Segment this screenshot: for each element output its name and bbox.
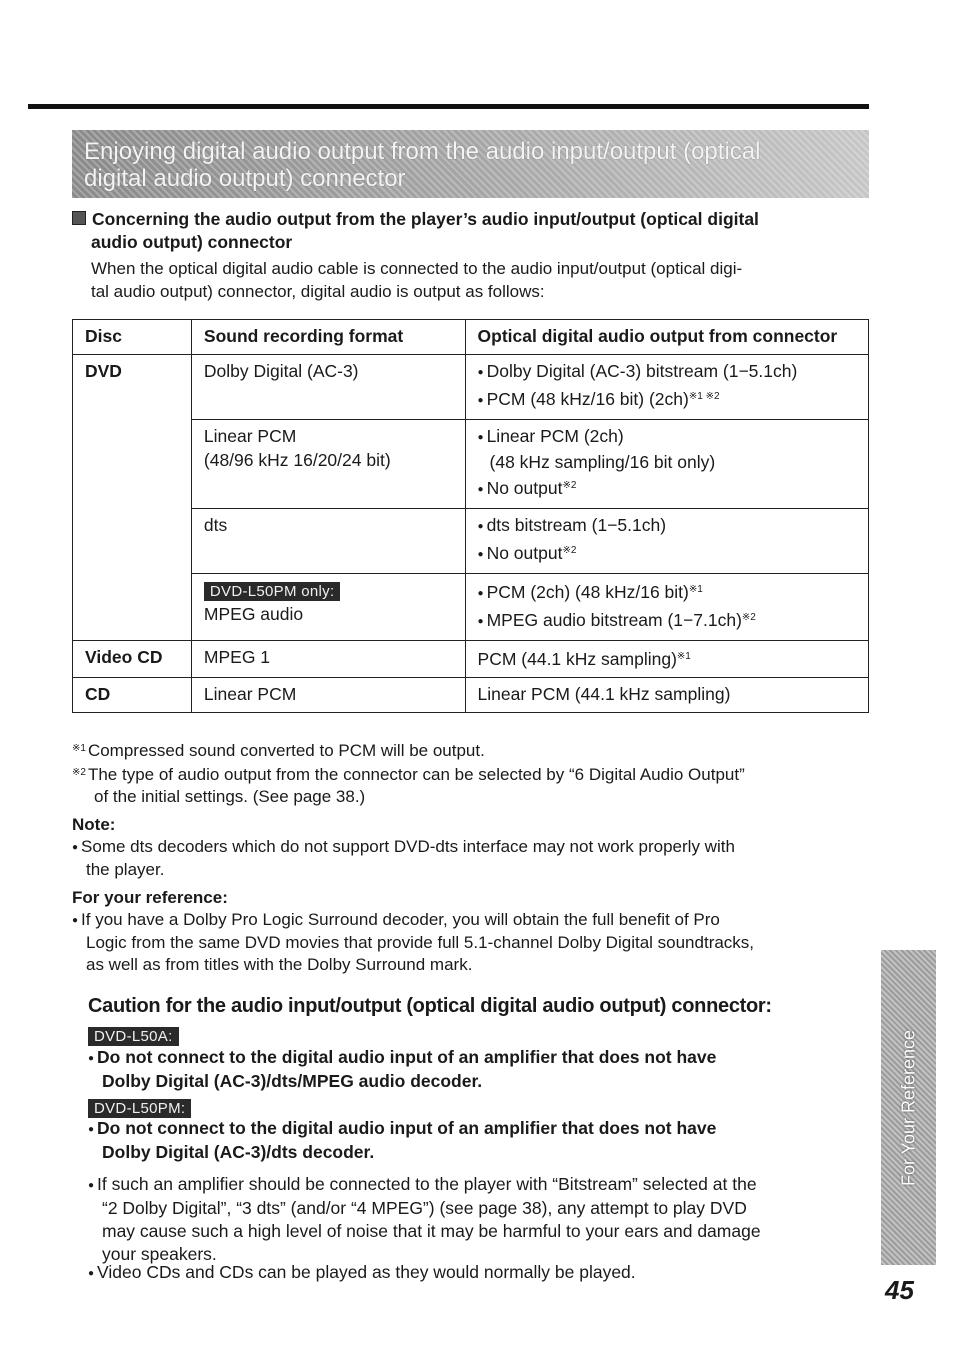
caution-l50pm-tag [88, 1096, 868, 1119]
section-title: Concerning the audio output from the player’s audio input/output (optical digital audio output) connector [72, 208, 872, 254]
notes-section: $^{※1}$ Compressed sound converted to PCM will be output. $^{※2}$ The type of audio output from the connector can be selected by “6 Digital Audio Output” of the initial settings. (See page 38.) Note: ● Some dts decoders which do not support DVD-dts interface may not work properly with the player. For your reference: ● If you have a Dolby Pro Logic Surround decoder, you will obtain the full benefit of Pro Logic from the same DVD movies that provide full 5.1-channel Dolby Digital soundtracks, as well as from titles with the Dolby Surround mark. [72, 738, 872, 976]
model-tag: DVD-L50A: [88, 1027, 179, 1046]
output-cell: ● Dolby Digital (AC-3) bitstream (1−5.1ch) ● PCM (48 kHz/16 bit) $(2ch)^{※1 ※2}$ [465, 355, 868, 420]
audio-output-table [72, 319, 869, 713]
table-row [73, 420, 869, 509]
page-number: 45 [885, 1275, 914, 1305]
reference-paragraph: ● If you have a Dolby Pro Logic Surround decoder, you will obtain the full benefit of Pro Logic from the same DVD movies that provide full 5.1-channel Dolby Digital soundtracks, as well as from titles with the Dolby Surround mark. [72, 909, 872, 976]
table-row [73, 641, 869, 678]
banner-line-2: digital audio output) connector [84, 165, 406, 192]
caution-title: Caution for the audio input/output (optical digital audio output) connector: [88, 995, 772, 1017]
table-header-row [73, 320, 869, 355]
model-tag: DVD-L50PM: [88, 1099, 191, 1118]
output-cell: PCM (44.1 kHz sampling)$^{※1}$ [465, 641, 868, 678]
banner-line-1: Enjoying digital audio output from the audio input/output (optical [84, 138, 761, 165]
model-tag: DVD-L50PM only: [204, 582, 341, 601]
table-row [73, 509, 869, 574]
note-paragraph: ● Some dts decoders which do not support DVD-dts interface may not work properly with the player. [72, 836, 872, 881]
reference-heading: For your reference: [72, 888, 228, 907]
top-rule [28, 104, 869, 109]
header-disc: Disc [73, 320, 192, 355]
caution-bullet-2: ● Video CDs and CDs can be played as they would normally be played. [88, 1261, 868, 1285]
caution-l50a-text: ● Do not connect to the digital audio input of an amplifier that does not have Dolby Digital (AC-3)/dts/MPEG audio decoder. [88, 1046, 868, 1093]
format-cell: Dolby Digital (AC-3) [191, 355, 465, 420]
table-row [73, 678, 869, 713]
format-cell: dts [191, 509, 465, 574]
output-cell: ● PCM (2ch) (48 kHz/16 bit)$^{※1}$ ● MPEG audio bitstream $(1-7.1ch)^{※2}$ [465, 574, 868, 641]
caution-l50a-tag [88, 1024, 868, 1047]
header-output: Optical digital audio output from connector [465, 320, 868, 355]
output-cell: Linear PCM (44.1 kHz sampling) [465, 678, 868, 713]
footnote-2: $^{※2}$ The type of audio output from the connector can be selected by “6 Digital Audio Output” [72, 765, 745, 784]
note-heading: Note: [72, 815, 116, 834]
table-row [73, 574, 869, 641]
side-tab-label: For Your Reference [898, 1029, 918, 1186]
output-cell: ● dts bitstream (1−5.1ch) ● No output$^{※2}$ [465, 509, 868, 574]
caution-l50pm-text: ● Do not connect to the digital audio input of an amplifier that does not have Dolby Digital (AC-3)/dts decoder. [88, 1117, 868, 1164]
caution-bullet-1: ● If such an amplifier should be connected to the player with “Bitstream” selected at the “2 Dolby Digital”, “3 dts” (and/or “4 MPEG”) (see page 38), any attempt to play DVD may cause such a high level of noise that it may be harmful to your ears and damage your speakers. [88, 1173, 868, 1266]
square-bullet-icon [72, 211, 86, 225]
section-banner [72, 130, 869, 198]
disc-cd: CD [73, 678, 192, 713]
intro-paragraph: When the optical digital audio cable is connected to the audio input/output (optical digi- tal audio output) connector, digital audio is output as follows: [91, 259, 743, 301]
format-cell: MPEG 1 [191, 641, 465, 678]
output-cell: ● Linear PCM (2ch) (48 kHz sampling/16 bit only) ● No output$^{※2}$ [465, 420, 868, 509]
disc-videocd: Video CD [73, 641, 192, 678]
table-row [73, 355, 869, 420]
format-cell: Linear PCM (48/96 kHz 16/20/24 bit) [191, 420, 465, 509]
side-tab [881, 950, 936, 1265]
format-cell: Linear PCM [191, 678, 465, 713]
footnote-1: $^{※1}$ Compressed sound converted to PCM will be output. [72, 741, 485, 760]
disc-dvd: DVD [73, 355, 192, 641]
header-format: Sound recording format [191, 320, 465, 355]
format-cell: DVD-L50PM only: MPEG audio [191, 574, 465, 641]
